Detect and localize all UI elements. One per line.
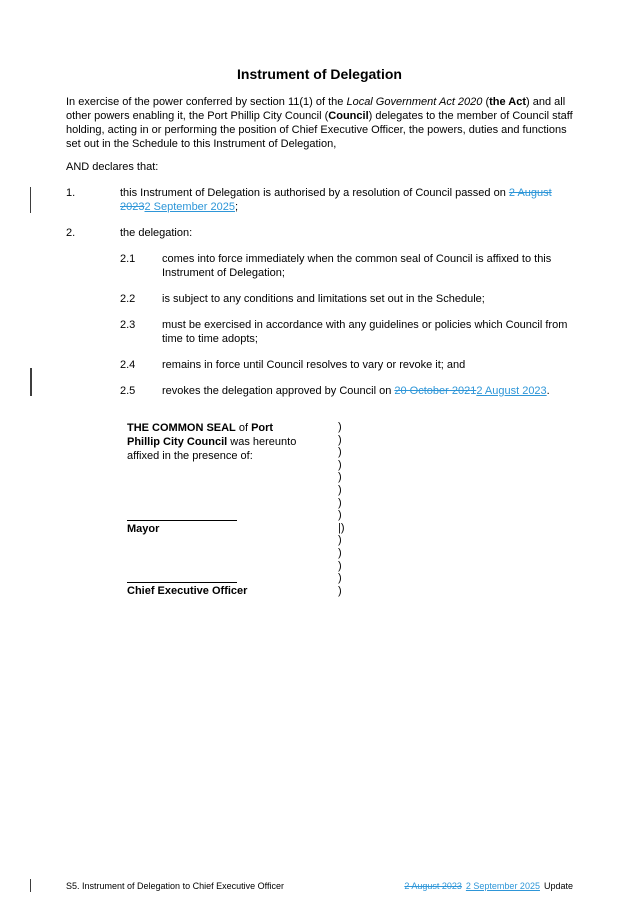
intro-text: ( [482, 96, 490, 108]
list-number: 2.3 [120, 319, 136, 331]
tracked-change-bar [30, 879, 31, 892]
list-number: 2. [66, 227, 76, 239]
list-item-text: the delegation: [120, 227, 193, 239]
seal-paren-line: ) [338, 584, 342, 597]
list-number: 2.4 [120, 359, 136, 371]
intro-paragraph [66, 95, 573, 151]
seal-paren-line: ) [338, 458, 342, 471]
council-defined-term: Council [328, 110, 369, 122]
mayor-signature-line [127, 520, 237, 521]
document-title: Instrument of Delegation [237, 66, 402, 82]
tracked-change-bar [30, 368, 32, 396]
act-name-italic: Local Government Act 2020 [346, 96, 483, 108]
list-item-text [120, 186, 573, 214]
list-item-2-1 [120, 252, 573, 280]
deleted-date: 2 August 2023 [404, 881, 462, 891]
list-item-text: comes into force immediately when the common seal of Council is affixed to this Instrument of Delegation; [162, 253, 552, 279]
list-number: 2.5 [120, 385, 136, 397]
declares-line: AND declares that: [66, 161, 159, 173]
council-name-bold: Port Phillip City Council [127, 422, 274, 448]
deleted-date: 2 August 2023 [120, 187, 552, 213]
item-text: ; [235, 201, 239, 213]
seal-paren-line: ) [338, 446, 342, 459]
item-text: . [546, 385, 550, 397]
footer-revision-text [404, 880, 573, 892]
list-item-text: is subject to any conditions and limitations set out in the Schedule; [162, 293, 485, 305]
inserted-date: 2 September 2025 [144, 201, 235, 213]
seal-text: was hereunto affixed in the presence of: [127, 436, 297, 462]
seal-paren-line: ) [338, 534, 342, 547]
list-item-text: must be exercised in accordance with any guidelines or policies which Council from time to time adopts; [162, 319, 568, 345]
seal-attestation-text [127, 421, 301, 463]
list-item-2-5 [120, 384, 573, 398]
list-item-2-3 [120, 318, 573, 346]
seal-paren-line: ) [338, 471, 342, 484]
list-number: 1. [66, 187, 76, 199]
seal-paren-line: ) [338, 509, 342, 522]
seal-bold-text: THE COMMON SEAL [127, 422, 236, 434]
page-footer [66, 880, 573, 892]
seal-paren-line: ) [338, 483, 342, 496]
item-text: this Instrument of Delegation is authorised by a resolution of Council passed on [120, 187, 509, 199]
seal-paren-line: ) [338, 572, 342, 585]
document-body [0, 66, 638, 398]
list-item-text: remains in force until Council resolves to vary or revoke it; and [162, 359, 466, 371]
list-item-2-2 [120, 292, 573, 306]
seal-paren-line: ) [338, 559, 342, 572]
tracked-change-bar [30, 187, 31, 213]
inserted-date: 2 September 2025 [465, 881, 540, 891]
list-item-1 [66, 186, 573, 214]
ceo-signature-line [127, 582, 237, 583]
seal-paren-line: |) [338, 521, 345, 534]
inserted-date: 2 August 2023 [476, 385, 547, 397]
list-item-text [162, 384, 573, 398]
mayor-label: Mayor [127, 523, 160, 535]
seal-paren-line: ) [338, 546, 342, 559]
footer-document-id: S5. Instrument of Delegation to Chief Executive Officer [66, 881, 284, 891]
list-number: 2.2 [120, 293, 136, 305]
deleted-date: 20 October 2021 [394, 385, 477, 397]
intro-text: ) and all other powers enabling it, the Port Phillip City Council ( [66, 96, 566, 122]
seal-paren-line: ) [338, 433, 342, 446]
list-item-2-4 [120, 358, 573, 372]
seal-paren-line: ) [338, 421, 342, 433]
footer-update-word: Update [543, 881, 573, 891]
intro-text: In exercise of the power conferred by section 11(1) of the [66, 96, 347, 108]
list-number: 2.1 [120, 253, 136, 265]
seal-paren-line: ) [338, 496, 342, 509]
list-item-2 [66, 226, 573, 240]
seal-parentheses-column [338, 421, 345, 597]
seal-text: of [235, 422, 252, 434]
intro-text: ) delegates to the member of Council staff holding, acting in or performing the position of Chief Executive Officer, the powers, duties and functions set out in the Schedule to this Instrument of Delegation, [66, 110, 573, 150]
the-act-defined-term: the Act [489, 96, 527, 108]
ceo-label: Chief Executive Officer [127, 585, 248, 597]
item-text: revokes the delegation approved by Council on [162, 385, 395, 397]
